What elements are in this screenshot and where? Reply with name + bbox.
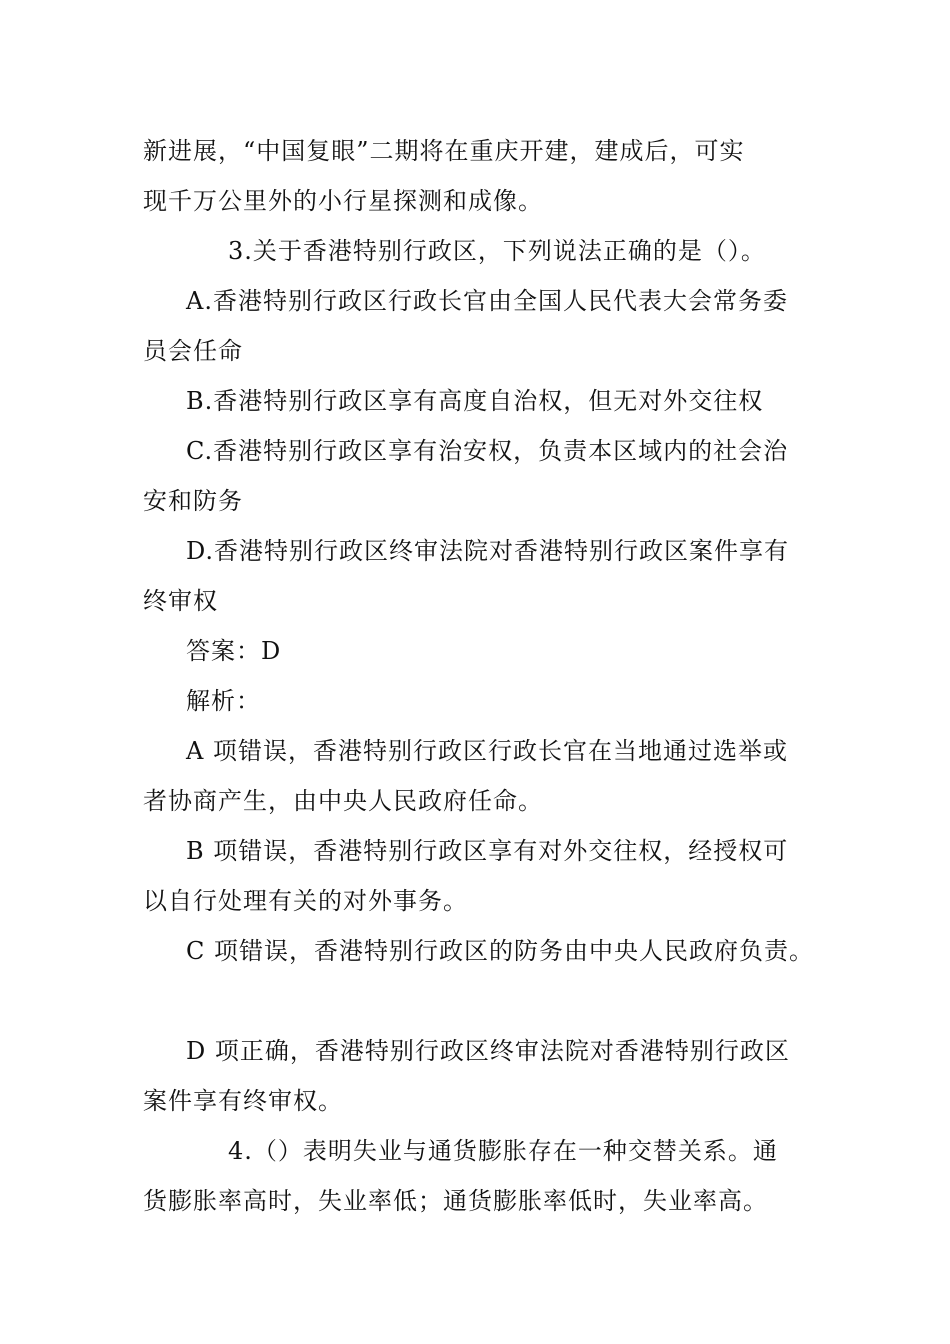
- explanation-a-continued: 者协商产生，由中央人民政府任命。: [143, 787, 543, 815]
- explanation-b-continued: 以自行处理有关的对外事务。: [143, 887, 468, 915]
- option-a: A.香港特别行政区行政长官由全国人民代表大会常务委: [186, 287, 788, 315]
- explanation-a: A 项错误，香港特别行政区行政长官在当地通过选举或: [186, 737, 788, 765]
- explanation-d-continued: 案件享有终审权。: [143, 1087, 343, 1115]
- paragraph-line: 新进展，“中国复眼”二期将在重庆开建，建成后，可实: [143, 137, 745, 165]
- explanation-b: B 项错误，香港特别行政区享有对外交往权，经授权可: [186, 837, 789, 865]
- option-c-continued: 安和防务: [143, 487, 243, 515]
- option-b: B.香港特别行政区享有高度自治权，但无对外交往权: [186, 387, 764, 415]
- question-4-stem: 4.（）表明失业与通货膨胀存在一种交替关系。通: [228, 1137, 778, 1165]
- explanation-c: C 项错误，香港特别行政区的防务由中央人民政府负责。: [186, 937, 814, 965]
- option-d-continued: 终审权: [143, 587, 218, 615]
- question-3-stem: 3.关于香港特别行政区，下列说法正确的是（）。: [228, 237, 766, 265]
- answer-line: 答案：D: [186, 637, 282, 665]
- paragraph-line: 现千万公里外的小行星探测和成像。: [143, 187, 543, 215]
- option-c: C.香港特别行政区享有治安权，负责本区域内的社会治: [186, 437, 789, 465]
- option-d: D.香港特别行政区终审法院对香港特别行政区案件享有: [186, 537, 790, 565]
- analysis-heading: 解析：: [186, 687, 261, 715]
- option-a-continued: 员会任命: [143, 337, 243, 365]
- explanation-d: D 项正确，香港特别行政区终审法院对香港特别行政区: [186, 1037, 790, 1065]
- question-4-stem-continued: 货膨胀率高时，失业率低；通货膨胀率低时，失业率高。: [143, 1187, 768, 1215]
